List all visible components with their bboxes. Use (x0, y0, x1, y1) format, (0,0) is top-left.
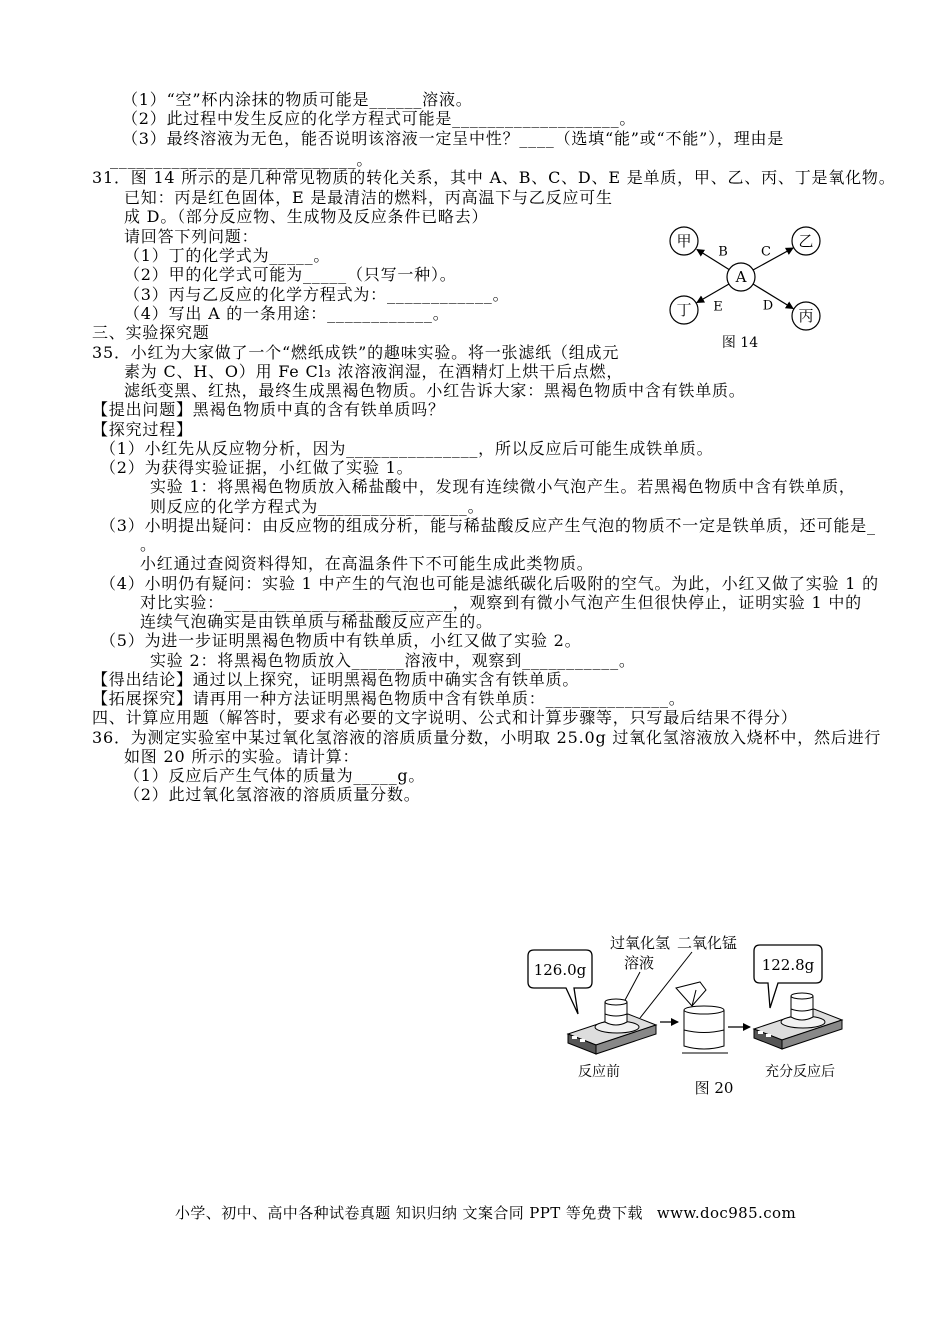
mass-before-reading: 126.0g (533, 961, 587, 979)
node-bing-label: 丙 (798, 307, 814, 325)
figure-14-diagram (660, 222, 830, 354)
edge-label-c: C (761, 244, 771, 260)
node-yi-label: 乙 (798, 232, 814, 250)
callout-before (528, 950, 592, 1014)
q35-part3: （3）小明提出疑问：由反应物的组成分析，能与稀盐酸反应产生气泡的物质不一定是铁单质，还可能是_ (100, 516, 876, 535)
q35-part2: （2）为获得实验证据，小红做了实验 1。 (100, 458, 414, 477)
label-manganese-dioxide: 二氧化锰 (677, 934, 738, 952)
q35-part5: （5）为进一步证明黑褐色物质中有铁单质，小红又做了实验 2。 (100, 631, 582, 650)
q31-part1: （1）丁的化学式为_____。 (124, 246, 331, 265)
arrow-a-to-yi (753, 248, 793, 270)
q31-given-cont: 成 D。（部分反应物、生成物及反应条件已略去） (124, 207, 489, 226)
q36-stem: 36．为测定实验室中某过氧化氢溶液的溶质质量分数，小明取 25.0g 过氧化氢溶液放入烧杯中，然后进行 (92, 728, 882, 747)
q35-part1: （1）小红先从反应物分析，因为_______________，所以反应后可能生成铁单质。 (100, 439, 714, 458)
q35-part4-cont1: 对比实验：__________________________，观察到有微小气泡产生但很快停止，证明实验 1 中的 (140, 593, 862, 612)
section-3-heading: 三、实验探究题 (92, 323, 210, 342)
q35-part3-note: 小红通过查阅资料得知，在高温条件下不可能生成此类物质。 (140, 554, 594, 573)
q31-part4: （4）写出 A 的一条用途：____________。 (124, 304, 450, 323)
q36-part2: （2）此过氧化氢溶液的溶质质量分数。 (124, 785, 421, 804)
q35-stem: 35．小红为大家做了一个“燃纸成铁”的趣味实验。将一张滤纸（组成元 (92, 343, 620, 362)
q30-part3: （3）最终溶液为无色，能否说明该溶液一定呈中性？____（选填“能”或“不能”），理由是 (122, 129, 785, 148)
q35-conclusion: 【得出结论】通过以上探究，证明黑褐色物质中确实含有铁单质。 (92, 670, 580, 689)
beaker-after (791, 993, 813, 1020)
pointer-solution (624, 972, 640, 1002)
q35-stem-cont1: 素为 C、H、O）用 Fe Cl₃ 浓溶液润湿，在酒精灯上烘干后点燃， (124, 362, 624, 381)
edge-label-e: E (713, 299, 723, 315)
q35-extension: 【拓展探究】请再用一种方法证明黑褐色物质中含有铁单质：______________。 (92, 689, 686, 708)
q35-process-heading: 【探究过程】 (92, 420, 193, 439)
figure-20-illustration (520, 930, 850, 1102)
edge-label-b: B (718, 244, 728, 260)
q35-part4: （4）小明仍有疑问：实验 1 中产生的气泡也可能是滤纸碳化后吸附的空气。为此，小红又做了实验 1 的 (100, 574, 879, 593)
beaker-reaction (682, 1006, 728, 1053)
node-jia-label: 甲 (676, 232, 692, 250)
footer-text: 小学、初中、高中各种试卷真题 知识归纳 文案合同 PPT 等免费下载 (175, 1204, 643, 1222)
edge-label-d: D (762, 298, 774, 314)
q35-experiment1: 实验 1：将黑褐色物质放入稀盐酸中，发现有连续微小气泡产生。若黑褐色物质中含有铁单质， (150, 477, 856, 496)
q31-prompt: 请回答下列问题： (124, 227, 259, 246)
beaker-before (605, 999, 627, 1025)
label-solution: 溶液 (624, 954, 655, 972)
q30-part1: （1）“空”杯内涂抹的物质可能是______溶液。 (122, 90, 473, 109)
node-a-label: A (735, 268, 747, 286)
q36-part1: （1）反应后产生气体的质量为_____g。 (124, 766, 426, 785)
q30-part2: （2）此过程中发生反应的化学方程式可能是___________________。 (122, 109, 637, 128)
caption-before: 反应前 (578, 1064, 620, 1080)
q35-experiment2: 实验 2：将黑褐色物质放入______溶液中，观察到___________。 (150, 651, 636, 670)
figure-20-caption: 图 20 (694, 1079, 734, 1097)
q31-part3: （3）丙与乙反应的化学方程式为：____________。 (124, 285, 510, 304)
q35-part3-end: 。 (140, 535, 157, 554)
footer-url: www.doc985.com (656, 1204, 797, 1222)
q31-given: 已知：丙是红色固体，E 是最清洁的燃料，丙高温下与乙反应可生 (124, 188, 613, 207)
caption-after: 充分反应后 (765, 1064, 835, 1080)
node-ding-label: 丁 (676, 301, 692, 319)
mass-after-reading: 122.8g (761, 956, 815, 974)
mno2-paper (676, 982, 706, 1006)
section-4-heading: 四、计算应用题（解答时，要求有必要的文字说明、公式和计算步骤等，只写最后结果不得分） (92, 708, 798, 727)
q35-stem-cont2: 滤纸变黑、红热，最终生成黑褐色物质。小红告诉大家：黑褐色物质中含有铁单质。 (124, 381, 746, 400)
q31-part2: （2）甲的化学式可能为_____（只写一种）。 (124, 265, 457, 284)
q31-stem: 31．图 14 所示的是几种常见物质的转化关系，其中 A、B、C、D、E 是单质，甲、乙、丙、丁是氧化物。 (92, 168, 896, 187)
q30-part3-blank: ____________________________。 (110, 150, 374, 169)
q35-experiment1-equation: 则反应的化学方程式为_________________。 (150, 497, 485, 516)
figure-14-caption: 图 14 (721, 335, 759, 351)
label-hydrogen-peroxide: 过氧化氢 (610, 934, 671, 952)
page-footer (175, 1203, 796, 1223)
q35-part4-cont2: 连续气泡确实是由铁单质与稀盐酸反应产生的。 (140, 612, 493, 631)
q36-stem-cont: 如图 20 所示的实验。请计算： (124, 747, 360, 766)
q35-question: 【提出问题】黑褐色物质中真的含有铁单质吗？ (92, 400, 445, 419)
